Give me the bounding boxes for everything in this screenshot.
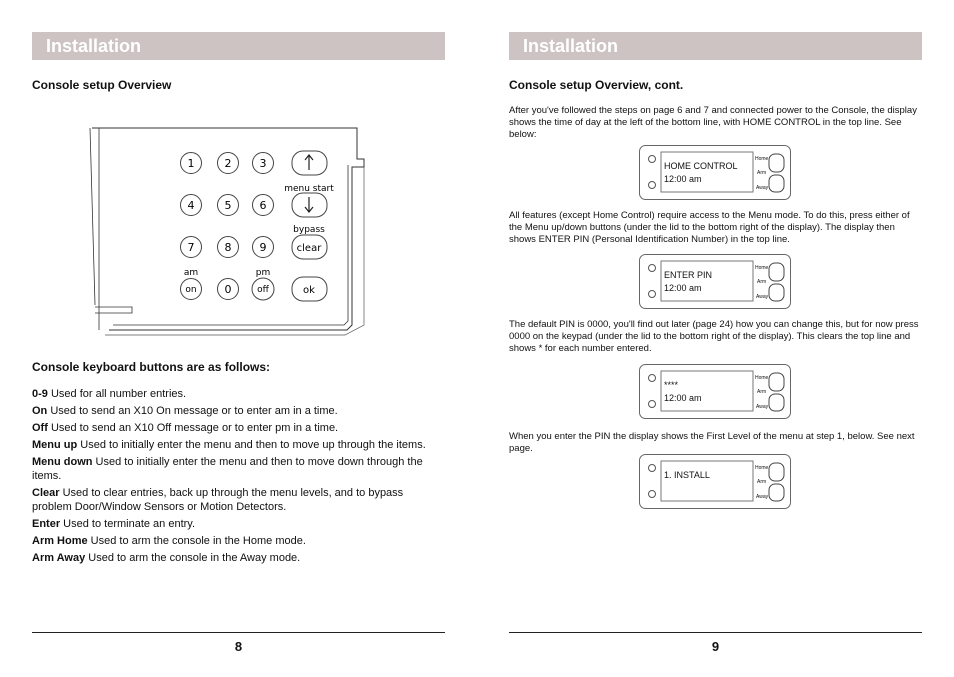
lcd-line-2: 12:00 am	[664, 283, 702, 293]
home-label: Home	[755, 156, 769, 162]
section-heading: Console setup Overview, cont.	[509, 78, 684, 92]
arm-label: Arm	[757, 389, 767, 395]
paragraph-4: When you enter the PIN the display shows the First Level of the menu at step 1, below. See next page.	[509, 431, 915, 454]
key-menu-down	[292, 193, 327, 217]
svg-text:7: 7	[187, 241, 195, 254]
svg-text:on: on	[185, 285, 197, 295]
page-number: 8	[234, 639, 243, 654]
menu-start-label: menu start	[284, 184, 334, 194]
list-item: Arm Away Used to arm the console in the Away mode.	[32, 552, 301, 564]
paragraph-3: The default PIN is 0000, you'll find out later (page 24) how you can change this, but for now press 0000 on the keypad (under the lid to the bottom right of the display). This clears the top line and shows * for each number entered.	[509, 319, 919, 354]
away-label: Away	[756, 494, 769, 500]
key-6	[253, 195, 274, 216]
key-1	[181, 153, 202, 174]
key-9	[253, 237, 274, 258]
away-label: Away	[756, 404, 769, 410]
svg-text:4: 4	[187, 199, 195, 212]
list-item: Off Used to send an X10 Off message or to enter pm in a time.	[32, 422, 339, 434]
away-label: Away	[756, 294, 769, 300]
list-item: Menu up Used to initially enter the menu and then to move up through the items.	[32, 439, 426, 451]
key-clear	[292, 235, 327, 259]
svg-text:2: 2	[224, 157, 232, 170]
lcd-display-3	[639, 364, 791, 419]
svg-text:ok: ok	[303, 285, 315, 296]
footer-divider	[32, 632, 445, 633]
lcd-display-2	[639, 254, 791, 309]
key-on	[181, 279, 202, 300]
arm-label: Arm	[757, 279, 767, 285]
lcd-line-2: 12:00 am	[664, 174, 702, 184]
right-page	[509, 0, 922, 677]
svg-text:5: 5	[224, 199, 232, 212]
lcd-display-4	[639, 454, 791, 509]
lcd-line-1: ****	[664, 380, 679, 390]
key-3	[253, 153, 274, 174]
page-number: 9	[711, 639, 720, 654]
key-5	[218, 195, 239, 216]
section-heading: Console setup Overview	[32, 78, 172, 92]
svg-text:clear: clear	[296, 243, 322, 254]
svg-text:1: 1	[187, 157, 195, 170]
list-item: On Used to send an X10 On message or to enter am in a time.	[32, 405, 338, 417]
key-2	[218, 153, 239, 174]
pm-label: pm	[255, 268, 271, 278]
svg-text:6: 6	[259, 199, 267, 212]
lcd-line-2: 12:00 am	[664, 393, 702, 403]
key-menu-up	[292, 151, 327, 175]
buttons-heading: Console keyboard buttons are as follows:	[32, 360, 271, 374]
footer-divider	[509, 632, 922, 633]
svg-text:off: off	[257, 285, 269, 295]
lcd-line-1: ENTER PIN	[664, 270, 713, 280]
key-7	[181, 237, 202, 258]
left-page	[32, 0, 445, 677]
lcd-display-1	[639, 145, 791, 200]
key-off	[252, 278, 274, 300]
page-title: Installation	[509, 32, 922, 60]
away-label: Away	[756, 185, 769, 191]
home-label: Home	[755, 375, 769, 381]
key-ok	[292, 277, 327, 301]
svg-text:0: 0	[224, 283, 232, 296]
svg-text:3: 3	[259, 157, 267, 170]
list-item: 0-9 Used for all number entries.	[32, 388, 187, 400]
key-8	[218, 237, 239, 258]
button-descriptions	[32, 387, 445, 568]
arm-label: Arm	[757, 479, 767, 485]
am-label: am	[183, 268, 199, 278]
page-title: Installation	[32, 32, 445, 60]
keypad-side	[90, 128, 132, 313]
list-item: Clear Used to clear entries, back up through the menu levels, and to bypass problem Door/Window Sensors or Motion Detectors.	[32, 487, 404, 513]
list-item: Menu down Used to initially enter the menu and then to move down through the items.	[32, 456, 423, 482]
paragraph-2: All features (except Home Control) require access to the Menu mode. To do this, press either of the Menu up/down buttons (under the lid to the bottom right of the display). The display then shows ENTER PIN (Personal Identification Number) in the top line.	[509, 210, 910, 245]
bypass-label: bypass	[293, 225, 325, 235]
paragraph-1: After you've followed the steps on page 6 and 7 and connected power to the Console, the display shows the time of day at the left of the bottom line, with HOME CONTROL in the top line. See below:	[509, 105, 917, 140]
arm-label: Arm	[757, 170, 767, 176]
list-item: Arm Home Used to arm the console in the Home mode.	[32, 535, 306, 547]
keypad-illustration	[87, 125, 377, 340]
home-label: Home	[755, 265, 769, 271]
lcd-line-1: 1. INSTALL	[664, 470, 710, 480]
svg-text:9: 9	[259, 241, 267, 254]
key-0	[218, 279, 239, 300]
home-label: Home	[755, 465, 769, 471]
lcd-line-1: HOME CONTROL	[664, 161, 738, 171]
svg-text:8: 8	[224, 241, 232, 254]
key-4	[181, 195, 202, 216]
list-item: Enter Used to terminate an entry.	[32, 518, 196, 530]
